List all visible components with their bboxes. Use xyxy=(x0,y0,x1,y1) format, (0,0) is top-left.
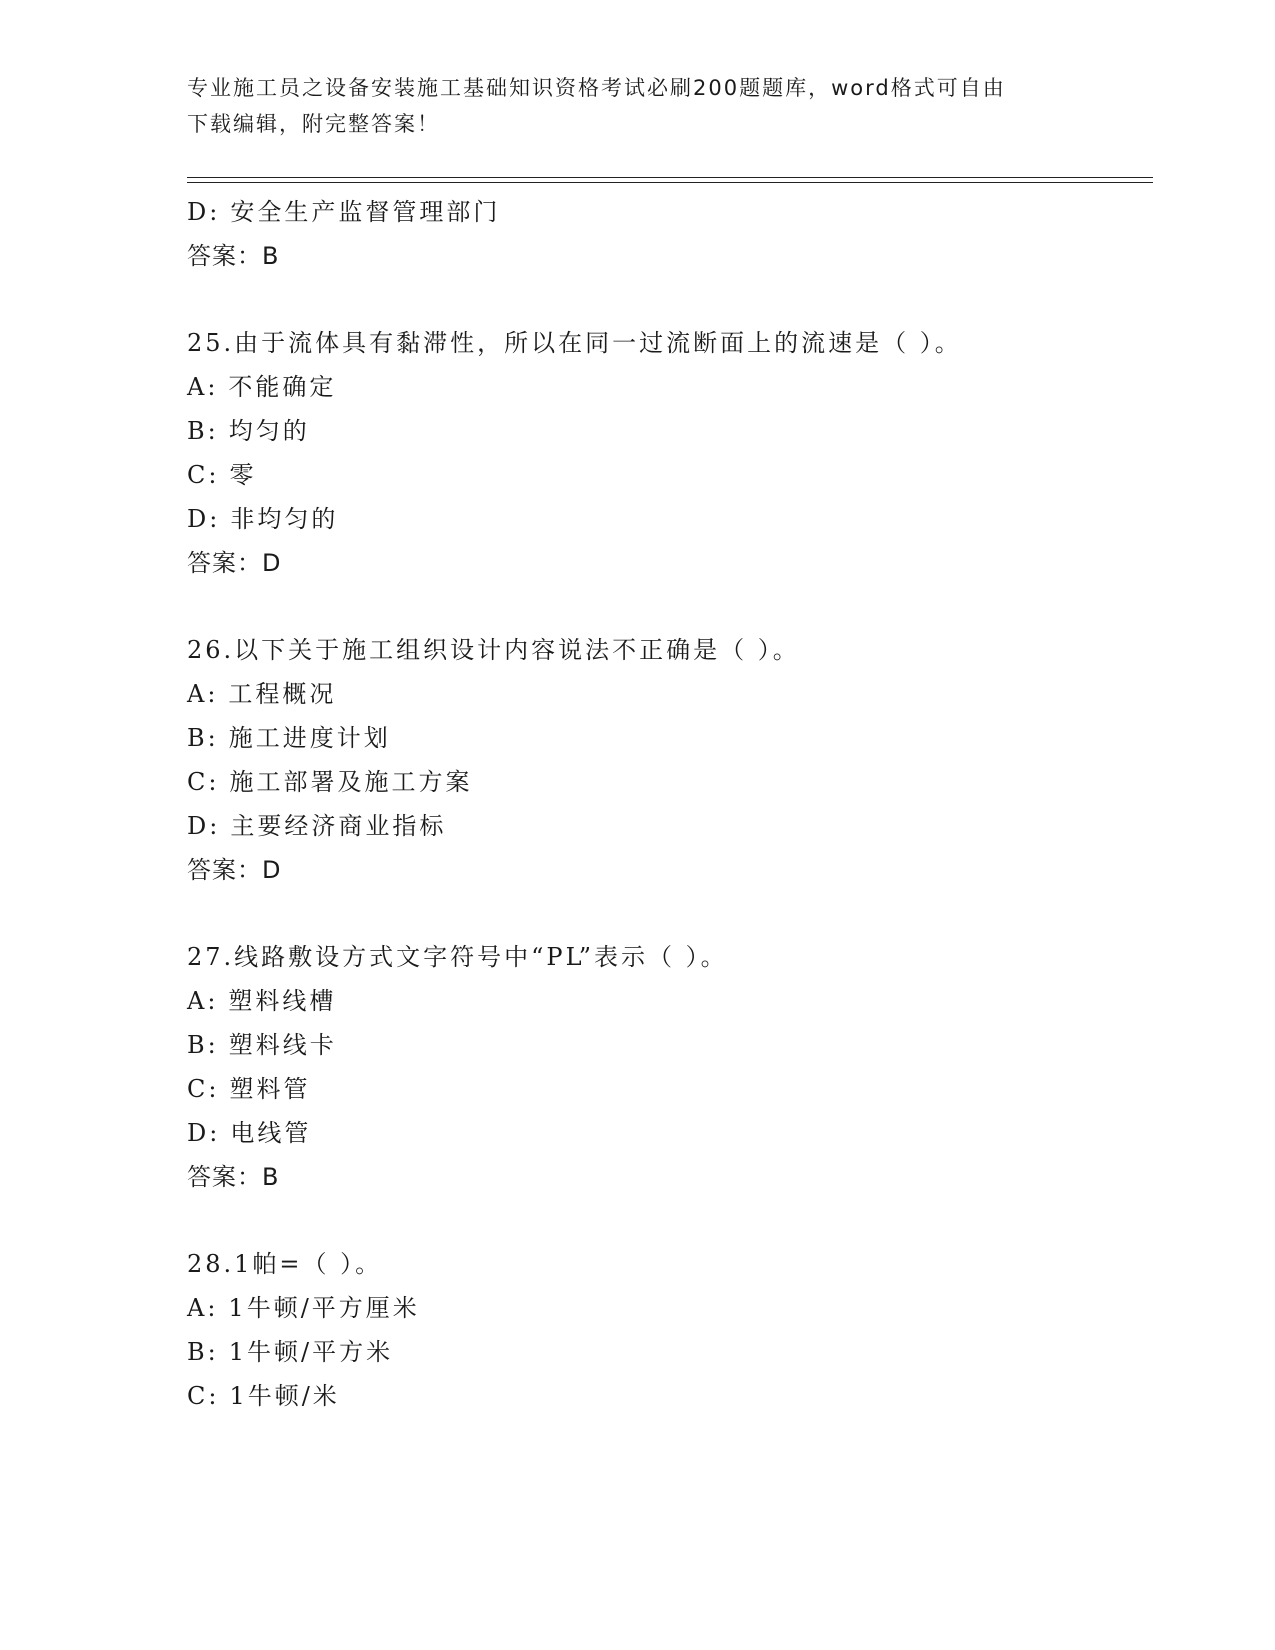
option-b xyxy=(187,722,391,754)
option-a xyxy=(187,1292,420,1324)
option-text: 非均匀的 xyxy=(230,505,339,533)
answer-line: 答案：B xyxy=(187,1163,280,1191)
option-letter: A: xyxy=(187,987,219,1015)
option-a xyxy=(187,371,336,403)
answer-line: 答案：D xyxy=(187,856,282,884)
option-letter: C: xyxy=(187,1075,220,1103)
option-letter: B: xyxy=(187,417,219,445)
option-b xyxy=(187,1029,337,1061)
option-a xyxy=(187,678,336,710)
option-letter: C: xyxy=(187,768,220,796)
option-letter: D: xyxy=(187,1119,221,1147)
option-text: 1牛顿/米 xyxy=(229,1382,340,1410)
question-stem-26: 26.以下关于施工组织设计内容说法不正确是（ ）。 xyxy=(187,636,800,664)
option-d xyxy=(187,503,338,535)
option-d xyxy=(187,196,500,228)
question-stem-27: 27.线路敷设方式文字符号中“PL”表示（ ）。 xyxy=(187,943,728,971)
option-text: 施工部署及施工方案 xyxy=(229,768,473,796)
option-c xyxy=(187,766,472,798)
option-a xyxy=(187,985,336,1017)
document-header xyxy=(187,70,1087,142)
option-letter: D: xyxy=(187,198,221,226)
option-d xyxy=(187,810,446,842)
header-divider-top xyxy=(187,177,1153,178)
option-c xyxy=(187,1073,310,1105)
option-letter: B: xyxy=(187,724,219,752)
option-letter: D: xyxy=(187,812,221,840)
option-b xyxy=(187,415,310,447)
option-text: 电线管 xyxy=(230,1119,312,1147)
option-text: 工程概况 xyxy=(228,680,337,708)
option-c xyxy=(187,1380,340,1412)
option-text: 零 xyxy=(229,461,257,489)
option-text: 塑料管 xyxy=(229,1075,311,1103)
option-letter: B: xyxy=(187,1338,219,1366)
option-text: 不能确定 xyxy=(228,373,337,401)
option-letter: C: xyxy=(187,461,220,489)
header-title-line-2: 下载编辑，附完整答案！ xyxy=(187,112,440,136)
option-c xyxy=(187,459,256,491)
question-stem-28: 28.1帕=（ ）。 xyxy=(187,1250,383,1278)
option-text: 塑料线卡 xyxy=(228,1031,337,1059)
option-text: 1牛顿/平方厘米 xyxy=(228,1294,420,1322)
option-text: 施工进度计划 xyxy=(228,724,391,752)
option-letter: D: xyxy=(187,505,221,533)
option-text: 安全生产监督管理部门 xyxy=(230,198,501,226)
option-d xyxy=(187,1117,311,1149)
header-title-line-1: 专业施工员之设备安装施工基础知识资格考试必刷200题题库，word格式可自由 xyxy=(187,76,1006,100)
option-text: 主要经济商业指标 xyxy=(230,812,447,840)
answer-line: 答案：B xyxy=(187,242,280,270)
option-b xyxy=(187,1336,393,1368)
answer-line: 答案：D xyxy=(187,549,282,577)
option-letter: A: xyxy=(187,373,219,401)
option-text: 均匀的 xyxy=(228,417,310,445)
option-text: 1牛顿/平方米 xyxy=(228,1338,394,1366)
option-letter: A: xyxy=(187,680,219,708)
header-divider-bottom xyxy=(187,182,1153,183)
option-letter: A: xyxy=(187,1294,219,1322)
option-text: 塑料线槽 xyxy=(228,987,337,1015)
option-letter: C: xyxy=(187,1382,220,1410)
question-stem-25: 25.由于流体具有黏滞性，所以在同一过流断面上的流速是（ ）。 xyxy=(187,329,962,357)
option-letter: B: xyxy=(187,1031,219,1059)
